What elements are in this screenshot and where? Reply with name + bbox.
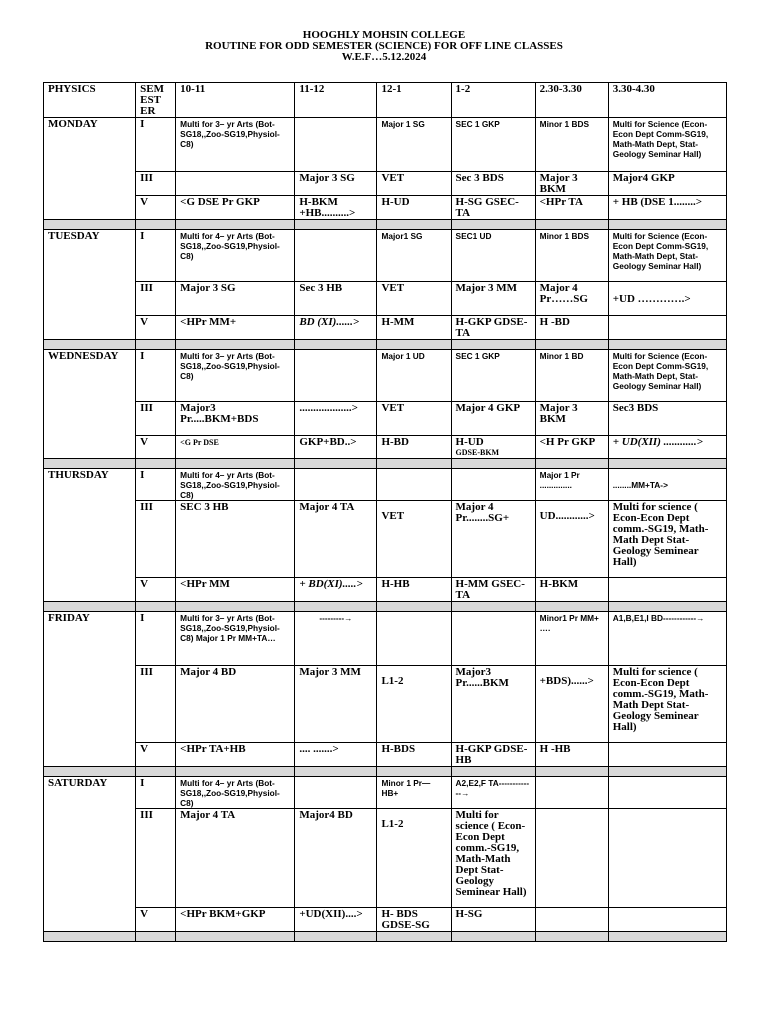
class-cell: Major3 Pr......BKM [451,666,535,743]
class-cell: A1,B,E1,I BD------------→ [608,612,726,666]
column-header: 11-12 [295,83,377,118]
class-cell: L1-2 [377,666,451,743]
class-cell: <HPr MM [176,578,295,602]
day-label: SATURDAY [44,777,136,932]
class-cell: Multi for science ( Econ-Econ Dept comm.-SG19, Math-Math Dept Stat-Geology Seminear Hall) [451,809,535,908]
table-row [44,777,727,809]
class-subtext: GDSE-BKM [455,448,500,457]
class-cell: + HB (DSE 1........> [608,196,726,220]
table-row [44,578,727,602]
semester-cell: I [136,777,176,809]
class-cell: Major 3 MM [295,666,377,743]
class-cell: Major 3 SG [295,172,377,196]
class-cell: H-MM GSEC-TA [451,578,535,602]
column-header: 2.30-3.30 [535,83,608,118]
class-cell: Major4 BD [295,809,377,908]
table-row [44,118,727,172]
class-cell: H- BDS GDSE-SG [377,908,451,932]
class-cell: SEC 1 GKP [451,350,535,402]
class-text: H-UD [455,436,484,448]
day-label: TUESDAY [44,230,136,340]
table-row [44,908,727,932]
semester-cell: III [136,809,176,908]
class-cell [295,230,377,282]
class-cell: VET [377,402,451,436]
class-cell: Major 4 TA [176,809,295,908]
class-cell [608,777,726,809]
class-cell: Multi for 3– yr Arts (Bot-SG18,,Zoo-SG19,Physiol-C8) Major 1 Pr MM+TA… [176,612,295,666]
class-cell: Multi for Science (Econ-Econ Dept Comm-SG19, Math-Math Dept, Stat-Geology Seminar Hall) [608,230,726,282]
separator-row [44,767,727,777]
class-cell: Sec 3 BDS [451,172,535,196]
class-cell [295,469,377,501]
class-cell [295,350,377,402]
table-row [44,172,727,196]
class-cell: Minor 1 BD [535,350,608,402]
day-label: FRIDAY [44,612,136,767]
class-cell: BD (XI)......> [295,316,377,340]
table-row [44,469,727,501]
table-row [44,436,727,459]
class-cell: VET [377,172,451,196]
class-cell: Minor 1 BDS [535,118,608,172]
class-cell: Multi for Science (Econ-Econ Dept Comm-SG19, Math-Math Dept, Stat-Geology Seminar Hall) [608,118,726,172]
table-row [44,196,727,220]
class-cell: H-GKP GDSE-HB [451,743,535,767]
class-cell: VET [377,282,451,316]
class-cell: H-BKM [535,578,608,602]
semester-cell: I [136,469,176,501]
class-cell [608,908,726,932]
class-cell: Sec 3 HB [295,282,377,316]
class-cell: Major 3 MM [451,282,535,316]
class-cell: <HPr TA+HB [176,743,295,767]
class-cell: H-UD [377,196,451,220]
class-cell: UD............> [535,501,608,578]
class-cell: Major 1 Pr .............. [535,469,608,501]
class-cell: Minor1 Pr MM+ …. [535,612,608,666]
semester-cell: I [136,230,176,282]
class-cell: <H Pr GKP [535,436,608,459]
routine-table [43,82,727,942]
class-cell [451,469,535,501]
class-cell: H-HB [377,578,451,602]
class-cell: H-MM [377,316,451,340]
class-cell [535,908,608,932]
class-cell: <HPr BKM+GKP [176,908,295,932]
class-cell: Major 4 GKP [451,402,535,436]
class-cell [377,469,451,501]
class-cell: A2,E2,F TA-------------→ [451,777,535,809]
class-cell: Major3 Pr.....BKM+BDS [176,402,295,436]
class-cell: Major 4 Pr……SG [535,282,608,316]
header-row [44,83,727,118]
class-cell: VET [377,501,451,578]
class-cell [535,809,608,908]
class-cell: Major 1 SG [377,118,451,172]
semester-cell: V [136,196,176,220]
class-cell: L1-2 [377,809,451,908]
table-row [44,666,727,743]
class-cell [451,612,535,666]
class-cell: ...................> [295,402,377,436]
table-row [44,809,727,908]
class-cell: Sec3 BDS [608,402,726,436]
class-cell: Major1 SG [377,230,451,282]
class-cell [295,118,377,172]
class-cell [608,809,726,908]
semester-cell: III [136,501,176,578]
separator-row [44,340,727,350]
semester-cell: III [136,402,176,436]
class-cell: Multi for science ( Econ-Econ Dept comm.-SG19, Math-Math Dept Stat-Geology Seminear Hall) [608,666,726,743]
effective-date: W.E.F…5.12.2024 [341,51,427,63]
separator-row [44,602,727,612]
semester-cell: V [136,436,176,459]
column-header: 3.30-4.30 [608,83,726,118]
table-row [44,350,727,402]
class-cell: H-SG [451,908,535,932]
semester-cell: III [136,282,176,316]
table-row [44,316,727,340]
semester-cell: I [136,612,176,666]
class-cell: Multi for 4– yr Arts (Bot-SG18,,Zoo-SG19,Physiol-C8) [176,469,295,501]
class-cell: <G DSE Pr GKP [176,196,295,220]
class-cell: Minor 1 BDS [535,230,608,282]
day-label: THURSDAY [44,469,136,602]
class-cell: <HPr TA [535,196,608,220]
class-cell [451,436,535,459]
class-cell: Major4 GKP [608,172,726,196]
class-cell [535,777,608,809]
class-cell: H -HB [535,743,608,767]
column-header: PHYSICS [44,83,136,118]
table-row [44,501,727,578]
class-cell [295,777,377,809]
class-cell: +BDS)......> [535,666,608,743]
class-cell: SEC 1 GKP [451,118,535,172]
class-cell: + BD(XI).....> [295,578,377,602]
semester-cell: III [136,666,176,743]
class-cell: SEC1 UD [451,230,535,282]
day-label: MONDAY [44,118,136,220]
class-cell: +UD(XII)....> [295,908,377,932]
column-header: 10-11 [176,83,295,118]
class-cell: SEC 3 HB [176,501,295,578]
class-cell [608,743,726,767]
separator-row [44,220,727,230]
class-cell: H-BKM +HB..........> [295,196,377,220]
class-cell: <HPr MM+ [176,316,295,340]
class-cell: Major 3 BKM [535,402,608,436]
class-cell: Multi for 3– yr Arts (Bot-SG18,,Zoo-SG19,Physiol-C8) [176,118,295,172]
class-cell [608,316,726,340]
class-cell: Multi for 4– yr Arts (Bot-SG18,,Zoo-SG19,Physiol-C8) [176,230,295,282]
class-cell: GKP+BD..> [295,436,377,459]
class-cell: Major 3 BKM [535,172,608,196]
class-cell: Multi for science ( Econ-Econ Dept comm.-SG19, Math-Math Dept Stat-Geology Seminear Hall) [608,501,726,578]
class-cell [377,612,451,666]
semester-cell: V [136,743,176,767]
class-cell: ---------→ [295,612,377,666]
class-cell: Major 3 SG [176,282,295,316]
class-cell: H-SG GSEC-TA [451,196,535,220]
table-row [44,612,727,666]
class-cell: H-BD [377,436,451,459]
semester-cell: I [136,350,176,402]
class-cell [608,578,726,602]
day-label: WEDNESDAY [44,350,136,459]
column-header: SEM EST ER [136,83,176,118]
class-cell: Multi for 3– yr Arts (Bot-SG18,,Zoo-SG19,Physiol-C8) [176,350,295,402]
class-cell: H-GKP GDSE-TA [451,316,535,340]
semester-cell: V [136,578,176,602]
class-cell [176,172,295,196]
table-row [44,230,727,282]
table-row [44,282,727,316]
class-cell: H-BDS [377,743,451,767]
class-cell: Multi for 4– yr Arts (Bot-SG18,,Zoo-SG19,Physiol-C8) [176,777,295,809]
document-header [0,30,768,63]
separator-row [44,932,727,942]
class-cell: Major 4 BD [176,666,295,743]
semester-cell: V [136,908,176,932]
semester-cell: I [136,118,176,172]
separator-row [44,459,727,469]
class-cell: Major 1 UD [377,350,451,402]
routine-title: ROUTINE FOR ODD SEMESTER (SCIENCE) FOR OFF LINE CLASSES [205,40,563,52]
class-cell: H -BD [535,316,608,340]
column-header: 12-1 [377,83,451,118]
column-header: 1-2 [451,83,535,118]
class-cell: Minor 1 Pr—HB+ [377,777,451,809]
semester-cell: III [136,172,176,196]
class-cell: <G Pr DSE [176,436,295,459]
table-row [44,743,727,767]
class-cell: .... .......> [295,743,377,767]
class-cell: Major 4 TA [295,501,377,578]
class-cell: + UD(XII) ............> [608,436,726,459]
class-cell: +UD ………….> [608,282,726,316]
class-cell: Major 4 Pr........SG+ [451,501,535,578]
class-cell: Multi for Science (Econ-Econ Dept Comm-SG19, Math-Math Dept, Stat-Geology Seminar Hall) [608,350,726,402]
college-name: HOOGHLY MOHSIN COLLEGE [302,29,466,41]
semester-cell: V [136,316,176,340]
table-row [44,402,727,436]
class-cell: ........MM+TA-> [608,469,726,501]
